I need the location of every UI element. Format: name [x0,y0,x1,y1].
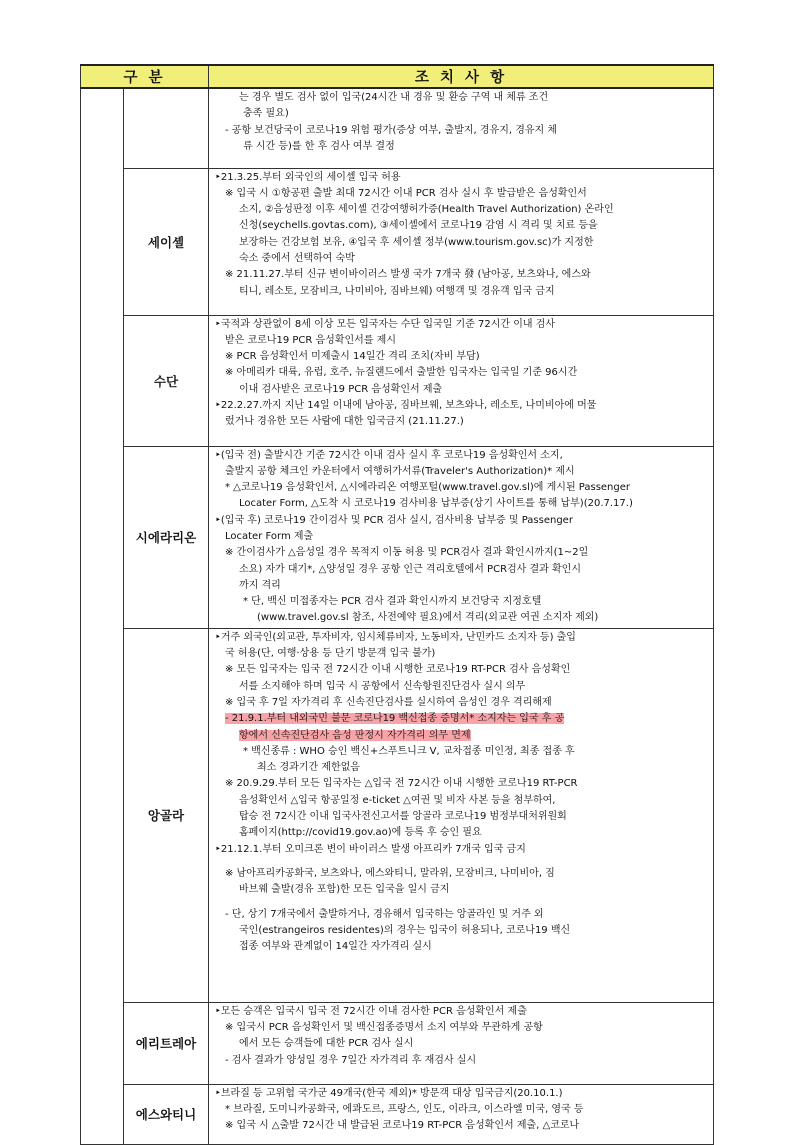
measure-line: * 백신종류 : WHO 승인 백신+스푸트니크 V, 교차접종 미인정, 최종 접종 후 [243,745,575,757]
measure-line: ※ 입국 시 △출발 72시간 내 발급된 코로나19 RT-PCR 음성확인서 제출, △코로나 [225,1120,580,1132]
measures-cell [209,1002,714,1084]
header-measures: 조 치 사 항 [209,65,714,88]
measure-line: 홈페이지(http://covid19.gov.ao)에 등록 후 승인 필요 [239,827,482,839]
table-row [81,446,714,628]
category-column [81,88,124,1144]
measure-line: Locater Form 제출 [225,530,314,542]
measure-line: - 공항 보건당국이 코로나19 위험 평가(증상 여부, 출발지, 경유지, 경유지 체 [225,124,558,136]
country-name: 세이셸 [124,168,209,315]
measure-line: Locater Form, △도착 시 코로나19 검사비용 납부증(상기 사이트를 통해 납부)(20.7.17.) [239,498,633,510]
measure-line: ‣22.2.27.까지 지난 14일 이내에 남아공, 짐바브웨, 보츠와나, 레소토, 나미비아에 머물 [215,399,597,411]
measures-cell [209,315,714,446]
measure-line: ※ 입국 후 7일 자가격리 후 신속진단검사를 실시하여 음성인 경우 격리해제 [225,696,552,708]
measure-line: - 검사 결과가 양성일 경우 7일간 자가격리 후 재검사 실시 [225,1054,477,1066]
measure-line: * △코로나19 음성확인서, △시에라리온 여행포털(www.travel.gov.sl)에 게시된 Passenger [225,482,631,494]
measure-line: ※ 21.11.27.부터 신규 변이바이러스 발생 국가 7개국 發 (남아공, 보츠와나, 에스와 [225,269,591,281]
table-row [81,1084,714,1144]
measure-line: 숙소 중에서 선택하여 숙박 [239,252,355,264]
table-row [81,168,714,315]
measure-line: 접종 여부와 관계없이 14일간 자가격리 실시 [239,941,432,953]
measure-line: 티니, 레소토, 모잠비크, 나미비아, 짐바브웨) 여행객 및 경유객 입국 금지 [239,285,555,297]
table-row [81,628,714,1002]
measure-line: 국인(estrangeiros residentes)의 경우는 입국이 허용되나, 코로나19 백신 [239,924,571,936]
measure-line: * 브라질, 도미니카공화국, 에콰도르, 프랑스, 인도, 이라크, 이스라엘 미국, 영국 등 [225,1104,584,1116]
measure-line: 탑승 전 72시간 이내 입국사전신고서를 앙골라 코로나19 범정부대처위원회 [239,811,567,823]
measure-line: 신청(seychells.govtas.com), ③세이셸에서 코로나19 감염 시 격리 및 치료 등을 [239,220,598,232]
measure-line: ※ PCR 음성확인서 미제출시 14일간 격리 조치(자비 부담) [225,351,480,363]
measure-line [215,711,707,727]
measures-table [80,64,714,1145]
table-header [81,65,714,88]
measure-line: 바브웨 출발(경유 포함)한 모든 입국을 일시 금지 [239,884,450,896]
measure-line: ※ 입국시 PCR 음성확인서 및 백신접종증명서 소지 여부와 무관하게 공항 [225,1022,543,1034]
measure-line: 소요) 자가 대기*, △양성일 경우 공항 인근 격리호텔에서 PCR검사 결과 확인시 [239,563,581,575]
measure-line: 국 허용(단, 여행·상용 등 단기 방문객 입국 불가) [225,648,436,660]
country-name: 에스와티니 [124,1084,209,1144]
measures-cell [209,1084,714,1144]
measure-line: 까지 격리 [239,579,281,591]
country-name: 앙골라 [124,628,209,1002]
measure-line: 출발지 공항 체크인 카운터에서 여행허가서류(Traveler's Authorization)* 제시 [225,465,575,477]
measure-line: ‣브라질 등 고위험 국가군 49개국(한국 제외)* 방문객 대상 입국금지(20.10.1.) [215,1087,563,1099]
table-row [81,315,714,446]
measure-line: 최소 경과기간 제한없음 [257,762,360,774]
measure-line [215,728,707,744]
measure-line: ‣모든 승객은 입국시 입국 전 72시간 이내 검사한 PCR 음성확인서 제출 [215,1005,527,1017]
measure-line: ※ 입국 시 ①항공편 출발 최대 72시간 이내 PCR 검사 실시 후 발급받은 음성확인서 [225,187,587,199]
measure-line: 렀거나 경유한 모든 사람에 대한 입국금지 (21.11.27.) [225,416,464,428]
table-body [81,88,714,1144]
measure-line: ‣21.12.1.부터 오미크론 변이 바이러스 발생 아프리카 7개국 입국 금지 [215,843,526,855]
measure-line: ‣21.3.25.부터 외국인의 세이셸 입국 허용 [215,171,401,183]
measure-line: - 단, 상기 7개국에서 출발하거나, 경유해서 입국하는 앙골라인 및 거주 외 [225,908,544,920]
measure-line: 는 경우 별도 검사 없이 입국(24시간 내 경유 및 환승 구역 내 체류 조건 [239,92,549,103]
measures-cell [209,88,714,168]
measure-line: 류 시간 등)를 한 후 검사 여부 결정 [243,140,395,152]
measure-line: 음성확인서 △입국 항공일정 e-ticket △여권 및 비자 사본 등을 첨부하여, [239,794,556,806]
measures-cell [209,168,714,315]
measure-line: * 단, 백신 미접종자는 PCR 검사 결과 확인시까지 보건당국 지정호텔 [243,596,542,608]
measure-line: ‣(입국 후) 코로나19 간이검사 및 PCR 검사 실시, 검사비용 납부증 및 Passenger [215,514,573,526]
measure-line: 소지, ②음성판정 이후 세이셸 건강여행허가증(Health Travel Authorization) 온라인 [239,204,614,216]
measure-line: ※ 아메리카 대륙, 유럽, 호주, 뉴질랜드에서 출발한 입국자는 입국일 기준 96시간 [225,367,578,379]
measure-line: ※ 20.9.29.부터 모든 입국자는 △입국 전 72시간 이내 시행한 코로나19 RT-PCR [225,778,578,790]
measure-line: 이내 검사받은 코로나19 PCR 음성확인서 제출 [239,383,443,395]
measure-line: ‣국적과 상관없이 8세 이상 모든 입국자는 수단 입국일 기준 72시간 이내 검사 [215,318,556,330]
measures-cell [209,628,714,1002]
highlight-text: - 21.9.1.부터 내외국민 불문 코로나19 백신접종 증명서* 소지자는 입국 후 공 [225,713,565,725]
measure-line: ‣(입국 전) 출발시간 기준 72시간 이내 검사 실시 후 코로나19 음성확인서 소지, [215,449,563,461]
measure-line: 충족 필요) [243,108,289,120]
measure-line: ※ 남아프리카공화국, 보츠와나, 에스와티니, 말라위, 모잠비크, 나미비아, 짐 [225,867,555,879]
table-row [81,1002,714,1084]
measure-line: 서를 소지해야 하며 입국 시 공항에서 신속항원진단검사 실시 의무 [239,680,526,692]
country-name: 시에라리온 [124,446,209,628]
country-name: 에리트레아 [124,1002,209,1084]
measure-line [215,858,707,866]
highlight-text: 항에서 신속진단검사 음성 판정시 자가격리 의무 면제 [239,729,471,741]
measure-line: 에서 모든 승객들에 대한 PCR 검사 실시 [239,1038,414,1050]
measure-line: ‣거주 외국인(외교관, 투자비자, 임시체류비자, 노동비자, 난민카드 소지자 등) 출입 [215,631,576,643]
measure-line: ※ 간이검사가 △음성일 경우 목적지 이동 허용 및 PCR검사 결과 확인시까지(1~2일 [225,547,589,559]
header-category: 구 분 [81,65,209,88]
measures-cell [209,446,714,628]
country-name: 수단 [124,315,209,446]
measure-line: ※ 모든 입국자는 입국 전 72시간 이내 시행한 코로나19 RT-PCR 검사 음성확인 [225,664,571,676]
table-row [81,88,714,168]
country-name [124,88,209,168]
measure-line: 보장하는 건강보험 보유, ④입국 후 세이셸 정부(www.tourism.gov.sc)가 지정한 [239,236,594,248]
measure-line: (www.travel.gov.sl 참조, 사전예약 필요)에서 격리(외교관 여권 소지자 제외) [257,612,599,624]
measure-line: 받은 코로나19 PCR 음성확인서를 제시 [225,334,396,346]
measure-line [215,899,707,907]
